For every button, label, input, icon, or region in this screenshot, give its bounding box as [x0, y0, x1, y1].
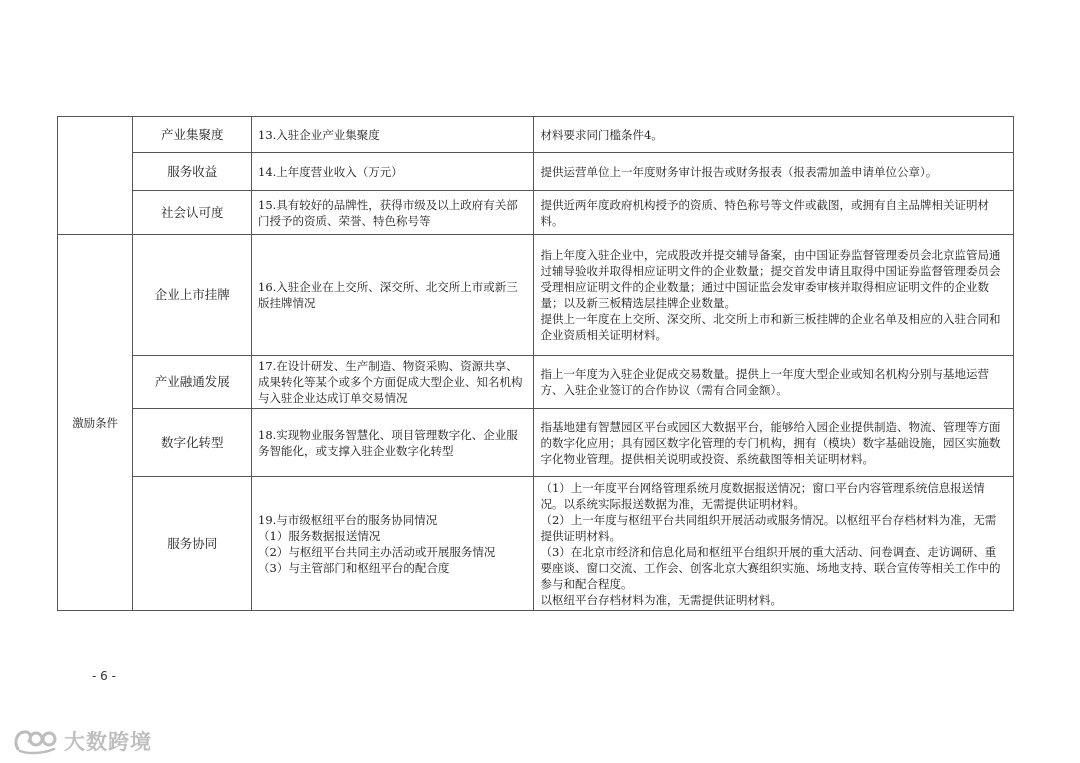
- indicator-text: 15.具有较好的品牌性，获得市级及以上政府有关部门授予的资质、荣誉、特色称号等: [258, 197, 518, 228]
- watermark: [12, 726, 152, 756]
- indicator-cell: [252, 191, 534, 235]
- indicator-text: （2）与枢纽平台共同主办活动或开展服务情况: [258, 544, 496, 559]
- group-cell-incentive: 激励条件: [58, 235, 133, 611]
- indicator-cell: [252, 117, 534, 153]
- category-cell: 产业融通发展: [133, 356, 252, 409]
- material-text: 指上年度入驻企业中，完成股改并提交辅导备案，由中国证券监督管理委员会北京监管局通过辅导验收并取得相应证明文件的企业数量；提交首发申请且取得中国证券监督管理委员会受理相应证明文件的企业数量；通过中国证监会发审委审核并取得相应证明文件的企业数量；以及新三板精选层挂牌企业数量。: [540, 248, 1001, 310]
- indicator-cell: [252, 409, 534, 477]
- indicator-text: 16.入驻企业在上交所、深交所、北交所上市或新三版挂牌情况: [258, 280, 518, 310]
- indicator-text: 19.与市级枢纽平台的服务协同情况: [258, 512, 438, 527]
- indicator-text: 17.在设计研发、生产制造、物资采购、资源共享、成果转化等某个或多个方面促成大型企业、知名机构与入驻企业达成订单交易情况: [258, 359, 523, 405]
- material-text: 提供近两年度政府机构授予的资质、特色称号等文件或截图，或拥有自主品牌相关证明材料。: [540, 197, 989, 228]
- table-row: [58, 117, 1014, 153]
- material-cell: [534, 356, 1014, 409]
- indicator-text: 14.上年度营业收入（万元）: [258, 164, 403, 179]
- material-text: （2）上一年度与枢纽平台共同组织开展活动或服务情况。以枢纽平台存档材料为准，无需提供证明材料。: [540, 512, 997, 543]
- group-cell-empty: [58, 117, 133, 235]
- table-row: [58, 153, 1014, 191]
- indicator-cell: [252, 356, 534, 409]
- material-text: （1）上一年度平台网络管理系统月度数据报送情况；窗口平台内容管理系统信息报送情况。以系统实际报送数据为准，无需提供证明材料。: [540, 480, 985, 511]
- category-cell: 数字化转型: [133, 409, 252, 477]
- material-text: 指上一年度为入驻企业促成交易数量。提供上一年度大型企业或知名机构分别与基地运营方、入驻企业签订的合作协议（需有合同金额）。: [540, 367, 989, 397]
- material-cell: [534, 235, 1014, 356]
- indicator-text: 13.入驻企业产业集聚度: [258, 127, 380, 142]
- brand-logo-icon: [12, 727, 58, 755]
- indicator-cell: [252, 153, 534, 191]
- indicator-text: 18.实现物业服务智慧化、项目管理数字化、企业服务智能化，或支撑入驻企业数字化转型: [258, 427, 518, 458]
- material-cell: [534, 117, 1014, 153]
- category-cell: 产业集聚度: [133, 117, 252, 153]
- category-cell: 服务协同: [133, 477, 252, 611]
- indicator-cell: [252, 477, 534, 611]
- category-cell: 企业上市挂牌: [133, 235, 252, 356]
- indicator-text: （1）服务数据报送情况: [258, 528, 381, 543]
- material-text: （3）在北京市经济和信息化局和枢纽平台组织开展的重大活动、问卷调查、走访调研、重要座谈、窗口交流、工作会、创客北京大赛组织实施、场地支持、联合宣传等相关工作中的参与和配合程度。: [540, 544, 1001, 591]
- criteria-table: [57, 116, 1014, 611]
- watermark-text: 大数跨境: [64, 730, 152, 754]
- category-cell: 服务收益: [133, 153, 252, 191]
- table-row: [58, 409, 1014, 477]
- material-text: 以枢纽平台存档材料为准，无需提供证明材料。: [540, 592, 782, 607]
- material-text: 提供运营单位上一年度财务审计报告或财务报表（报表需加盖申请单位公章）。: [540, 164, 938, 179]
- material-text: 提供上一年度在上交所、深交所、北交所上市和新三板挂牌的企业名单及相应的入驻合同和企业资质相关证明材料。: [540, 312, 1001, 342]
- indicator-text: （3）与主管部门和枢纽平台的配合度: [258, 560, 450, 575]
- material-cell: [534, 191, 1014, 235]
- material-text: 材料要求同门槛条件4。: [540, 127, 663, 142]
- indicator-cell: [252, 235, 534, 356]
- category-cell: 社会认可度: [133, 191, 252, 235]
- page-number: - 6 -: [92, 669, 116, 683]
- material-cell: [534, 477, 1014, 611]
- table-row: [58, 235, 1014, 356]
- table-row: [58, 356, 1014, 409]
- material-cell: [534, 409, 1014, 477]
- table-row: [58, 477, 1014, 611]
- material-text: 指基地建有智慧园区平台或园区大数据平台，能够给入园企业提供制造、物流、管理等方面的数字化应用；具有园区数字化管理的专门机构，拥有（模块）数字基础设施，园区实施数字化物业管理。提供相关说明或投资、系统截图等相关证明材料。: [540, 419, 1001, 466]
- material-cell: [534, 153, 1014, 191]
- table-row: [58, 191, 1014, 235]
